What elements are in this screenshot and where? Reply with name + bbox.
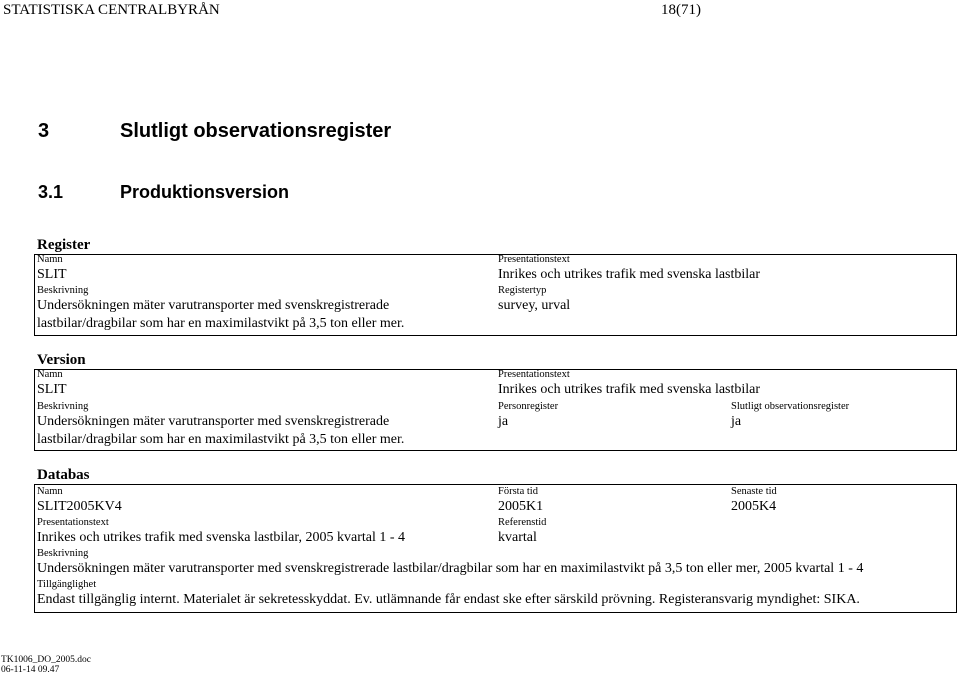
version-slutligt-value: ja [731,414,742,429]
register-beskrivning-line1: Undersökningen mäter varutransporter med svenskregistrerade [37,298,390,313]
databas-namn-label: Namn [37,486,63,497]
register-section-title: Register [37,237,91,253]
databas-referenstid-value: kvartal [498,530,537,545]
version-presentationstext-value: Inrikes och utrikes trafik med svenska lastbilar [498,382,761,397]
databas-namn-value: SLIT2005KV4 [37,499,122,514]
heading-2-number: 3.1 [38,182,64,202]
databas-senaste-tid-label: Senaste tid [731,486,777,497]
register-beskrivning-label: Beskrivning [37,285,89,296]
databas-beskrivning-label: Beskrivning [37,548,89,559]
databas-forsta-tid-label: Första tid [498,486,538,497]
register-registertyp-label: Registertyp [498,285,547,296]
databas-tillganglighet-value: Endast tillgänglig internt. Materialet är sekretesskyddat. Ev. utlämnande får endast ske efter särskild prövning. Registeransvarig myndighet: SIKA. [37,592,860,607]
header-org: STATISTISKA CENTRALBYRÅN [3,2,220,18]
databas-presentationstext-value: Inrikes och utrikes trafik med svenska lastbilar, 2005 kvartal 1 - 4 [37,530,406,545]
register-namn-value: SLIT [37,267,67,282]
footer-datetime: 06-11-14 09.47 [1,665,60,675]
version-beskrivning-label: Beskrivning [37,401,89,412]
databas-referenstid-label: Referenstid [498,517,547,528]
version-beskrivning-line1: Undersökningen mäter varutransporter med svenskregistrerade [37,414,390,429]
register-presentationstext-label: Presentationstext [498,254,570,265]
databas-forsta-tid-value: 2005K1 [498,499,544,514]
databas-senaste-tid-value: 2005K4 [731,499,777,514]
heading-1-title: Slutligt observationsregister [120,120,392,142]
databas-beskrivning-value: Undersökningen mäter varutransporter med svenskregistrerade lastbilar/dragbilar som har en maximilastvikt på 3,5 ton eller mer, 2005 kvartal 1 - 4 [37,561,864,576]
databas-section-title: Databas [37,467,90,483]
register-beskrivning-line2: lastbilar/dragbilar som har en maximilastvikt på 3,5 ton eller mer. [37,316,405,331]
header-page-number: 18(71) [661,2,701,18]
version-personregister-value: ja [498,414,509,429]
databas-presentationstext-label: Presentationstext [37,517,109,528]
footer-filename: TK1006_DO_2005.doc [1,655,91,665]
version-slutligt-label: Slutligt observationsregister [731,401,850,412]
version-namn-value: SLIT [37,382,67,397]
version-section-title: Version [37,352,86,368]
register-namn-label: Namn [37,254,63,265]
heading-1-number: 3 [38,120,50,142]
version-personregister-label: Personregister [498,401,559,412]
register-presentationstext-value: Inrikes och utrikes trafik med svenska lastbilar [498,267,761,282]
version-beskrivning-line2: lastbilar/dragbilar som har en maximilastvikt på 3,5 ton eller mer. [37,432,405,447]
version-presentationstext-label: Presentationstext [498,369,570,380]
databas-tillganglighet-label: Tillgänglighet [37,579,97,590]
heading-2-title: Produktionsversion [120,182,290,202]
register-registertyp-value: survey, urval [498,298,571,313]
version-namn-label: Namn [37,369,63,380]
